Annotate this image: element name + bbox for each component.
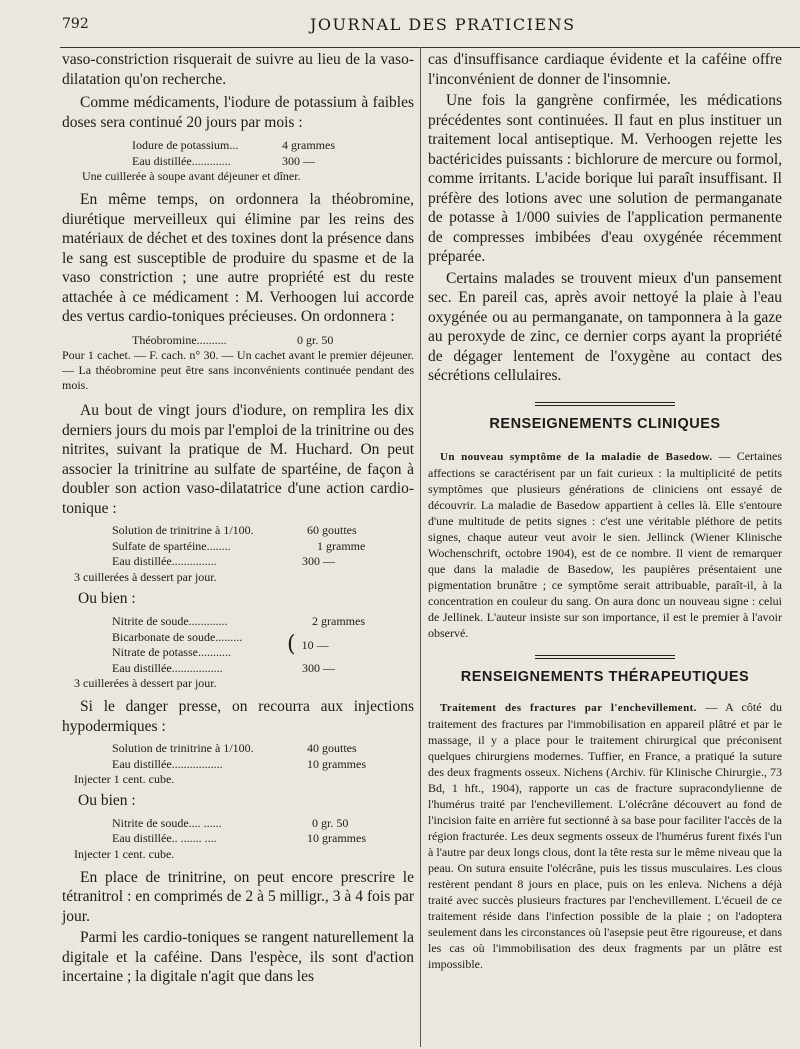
ou-bien-label: Ou bien : — [78, 792, 136, 809]
drug-quantity: 60 gouttes — [307, 523, 357, 537]
prescription — [112, 614, 414, 676]
paragraph: Si le danger presse, on recourra aux injections hypodermiques : — [62, 698, 414, 735]
drug-quantity: 0 gr. 50 — [312, 815, 349, 830]
paragraph: Une fois la gangrène confirmée, les médications précédentes sont continuées. Il faut en plus instituer un traitement local antiseptique. M. Verhoogen rejette les bactéricides puissants : bichlorure de mercure ou formol, comme irritants. L'acide borique lui paraît insuffisant. Il préfère des lotions avec une solution de permanganate de potasse à 1/000 suivies de l'application permanente de compresses imbibées d'eau oxygénée récemment préparée. — [428, 92, 782, 265]
drug-name: Solution de trinitrine à 1/100. — [112, 741, 254, 755]
prescription-line — [112, 741, 414, 757]
drug-name: Bicarbonate de soude......... — [112, 629, 243, 644]
section-separator — [535, 655, 675, 659]
drug-name: Eau distillée................. — [112, 756, 223, 771]
prescription-group — [112, 630, 414, 661]
journal-title: JOURNAL DES PRATICIENS — [310, 15, 576, 34]
section-title: RENSEIGNEMENTS THÉRAPEUTIQUES — [460, 668, 750, 685]
drug-name: Sulfate de spartéine........ — [112, 538, 231, 553]
dosage-note: Pour 1 cachet. — F. cach. n° 30. — Un cachet avant le premier déjeuner. — La théobromine peut être sans inconvénients continuée pendant des mois. — [62, 348, 414, 392]
brace: ( — [287, 631, 296, 657]
prescription — [112, 741, 414, 772]
header-rule — [60, 47, 800, 48]
drug-name: Solution de trinitrine à 1/100. — [112, 523, 254, 537]
drug-quantity: 300 — — [302, 554, 335, 568]
drug-quantity: 10 grammes — [307, 756, 366, 771]
prescription-line — [112, 831, 414, 847]
article-body: A côté du traitement des fractures par l'immobilisation en appareil plâtré et par le massage, il y a place pour le traitement chirurgical que préconisent quelques chirurgiens modernes. Tuffier, en France, a pratiqué la suture des deux fragments osseux. Nichens (Archiv. für Klinische Chirurgie., 73 Bd, 1 hft., 1904), rapporte un cas de fracture supracondylienne de l'humérus traité par l'enchevillement. L'olécrâne découvert au fond de l'incision faite en arrière fut sectionné à sa base pour faciliter l'accès de la région fracturée. Les deux segments osseux de l'humérus furent fixés l'un à l'autre par deux longs clous, dont la tête resta sur le même niveau que la peau. On sutura ensuite l'olécrâne, puis les tissus musculaires. Les clous restèrent pendant 8 jours en place, puis on les enleva. Nichens a déjà traité avec succès plusieurs fractures par l'enchevillement. L'écueil de ce traitement réside dans l'infection possible de la plaie ; on l'adoptera seulement dans les circonstances où l'asepsie peut être rigoureuse, et dans les cas où l'immobilisation des deux fragments par un plâtre est impossible. — [428, 699, 782, 971]
ou-bien-label: Ou bien : — [78, 589, 136, 607]
drug-quantity: 10 — — [301, 637, 329, 652]
article-heading: Traitement des fractures par l'enchevillement. — [440, 701, 697, 714]
drug-quantity: 40 gouttes — [307, 741, 357, 755]
prescription-line — [112, 539, 414, 555]
drug-quantity: 1 gramme — [317, 538, 366, 553]
prescription-line — [132, 333, 414, 349]
page-number: 792 — [62, 16, 89, 32]
prescription-line — [112, 614, 414, 630]
drug-quantity: 300 — — [282, 153, 315, 168]
prescription-line — [112, 661, 414, 677]
prescription-line — [112, 554, 414, 570]
drug-quantity: 300 — — [302, 660, 335, 675]
prescription-line — [112, 757, 414, 773]
article-heading: Un nouveau symptôme de la maladie de Basedow. — [440, 450, 713, 463]
section-separator — [535, 402, 675, 406]
heading-dash: — — [696, 699, 718, 714]
paragraph: Comme médicaments, l'iodure de potassium à faibles doses sera continué 20 jours par mois : — [62, 94, 414, 131]
paragraph: Certains malades se trouvent mieux d'un pansement sec. En pareil cas, après avoir nettoyé la plaie à l'eau oxygénée ou au permanganate, on tamponnera à la gaze au peroxyde de zinc, ce dernier corps ayant la propriété de dégager lentement de l'oxygène au contact des sécrétions cellulaires. — [428, 269, 782, 384]
prescription-line — [112, 523, 414, 539]
page-header — [0, 12, 800, 42]
paragraph: Parmi les cardio-toniques se rangent naturellement la digitale et la caféine. Dans l'espèce, ils sont d'action incertaine ; la digitale n'agit que dans les — [62, 929, 414, 985]
dosage-note: 3 cuillerées à dessert par jour. — [74, 569, 217, 584]
drug-name: Théobromine.......... — [132, 332, 227, 347]
paragraph: vaso-constriction risquerait de suivre au lieu de la vaso-dilatation qu'on recherche. — [62, 51, 414, 88]
dosage-note: Une cuillerée à soupe avant déjeuner et dîner. — [82, 169, 301, 183]
section-title: RENSEIGNEMENTS CLINIQUES — [489, 415, 721, 432]
drug-name: Eau distillée............. — [132, 153, 231, 168]
drug-name: Nitrate de potasse........... — [112, 645, 231, 659]
prescription — [112, 816, 414, 847]
article — [428, 699, 782, 972]
dosage-note: Injecter 1 cent. cube. — [74, 846, 175, 861]
drug-quantity: 4 grammes — [282, 138, 335, 152]
prescription — [132, 138, 414, 169]
article-body: Certaines affections se caractérisent par un fait curieux : la multiplicité de petits symptômes que plusieurs générations de cliniciens ont essayé de découvrir. La maladie de Basedow appartient à celles là. Elle s'entoure d'une multitude de petits signes : c'est une véritable pléthore de petits signes, chaque auteur veut avoir le sien. Jellinck (Wiener Klinische Wochenschrift, octobre 1904), est de ce nombre. Il vient de remarquer que dans la maladie de Basedow, les paupières présentaient une pigmentation brunâtre ; ce symptôme serait attribuable, paraît-il, à la concentration en couleur du sang. On aura donc un nouveau signe : celui de Jellinek. L'auteur insiste sur son importance, il est le premier à l'avoir observé. — [428, 448, 783, 640]
prescription-line — [132, 138, 414, 154]
article — [428, 448, 782, 641]
drug-quantity: 10 grammes — [307, 831, 366, 845]
right-column — [428, 50, 782, 972]
drug-name: Eau distillée................. — [112, 660, 223, 675]
dosage-note: 3 cuillerées à dessert par jour. — [74, 676, 217, 690]
drug-name: Eau distillée............... — [112, 554, 217, 568]
prescription — [132, 333, 414, 349]
heading-dash: — — [712, 448, 731, 463]
dosage-note: Injecter 1 cent. cube. — [74, 772, 175, 786]
paragraph: cas d'insuffisance cardiaque évidente et la caféine offre l'inconvénient de donner de l'insomnie. — [428, 51, 782, 88]
left-column — [62, 50, 414, 987]
drug-name: Iodure de potassium... — [132, 138, 239, 152]
drug-name: Nitrite de soude............. — [112, 614, 228, 628]
drug-name: Eau distillée.. ....... .... — [112, 831, 217, 845]
prescription-line — [132, 154, 414, 170]
drug-quantity: 2 grammes — [312, 614, 365, 628]
paragraph: Au bout de vingt jours d'iodure, on remplira les dix derniers jours du mois par l'emploi de la trinitrine ou des nitrites, suivant la pratique de M. Huchard. On peut associer la trinitrine au sulfate de spartéine, de façon à doubler son action vaso-dilatatrice d'une action cardio-tonique : — [62, 402, 414, 517]
prescription-line — [112, 816, 414, 832]
drug-name: Nitrite de soude.... ...... — [112, 815, 222, 830]
prescription — [112, 523, 414, 570]
paragraph: En même temps, on ordonnera la théobromine, diurétique merveilleux qui élimine par les reins des matériaux de déchet et des toxines dont la présence dans le sang est susceptible de produire du spasme et de la vaso constriction ; une autre propriété est du reste attachée à ce médicament : M. Verhoogen lui accorde des vertus cardio-toniques précieuses. On ordonnera : — [62, 191, 414, 325]
column-divider — [420, 47, 421, 1047]
drug-quantity: 0 gr. 50 — [297, 332, 334, 347]
paragraph: En place de trinitrine, on peut encore prescrire le tétranitrol : en comprimés de 2 à 5 milligr., 3 à 4 fois par jour. — [62, 868, 414, 925]
